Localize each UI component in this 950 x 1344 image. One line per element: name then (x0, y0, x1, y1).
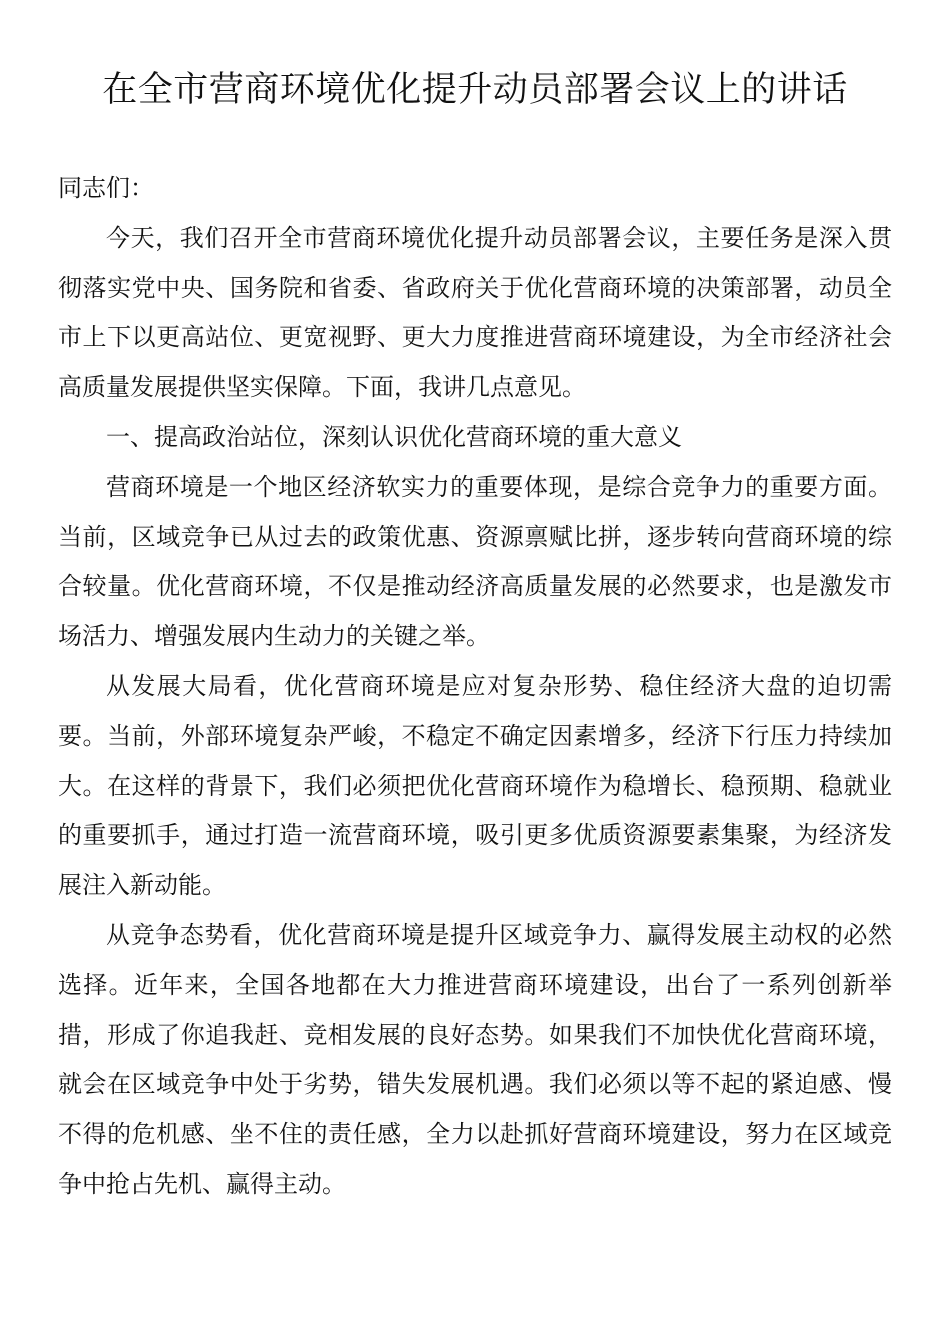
paragraph-development-overview: 从发展大局看，优化营商环境是应对复杂形势、稳住经济大盘的迫切需要。当前，外部环境复杂严峻，不稳定不确定因素增多，经济下行压力持续加大。在这样的背景下，我们必须把优化营商环境作为稳增长、稳预期、稳就业的重要抓手，通过打造一流营商环境，吸引更多优质资源要素集聚，为经济发展注入新动能。 (58, 671, 892, 900)
paragraph-intro: 今天，我们召开全市营商环境优化提升动员部署会议，主要任务是深入贯彻落实党中央、国务院和省委、省政府关于优化营商环境的决策部署，动员全市上下以更高站位、更宽视野、更大力度推进营商环境建设，为全市经济社会高质量发展提供坚实保障。下面，我讲几点意见。 (58, 223, 892, 402)
section-heading-1: 一、提高政治站位，深刻认识优化营商环境的重大意义 (106, 422, 682, 451)
document-title: 在全市营商环境优化提升动员部署会议上的讲话 (102, 70, 848, 110)
greeting: 同志们： (58, 174, 154, 202)
paragraph-competition-situation: 从竞争态势看，优化营商环境是提升区域竞争力、赢得发展主动权的必然选择。近年来，全国各地都在大力推进营商环境建设，出台了一系列创新举措，形成了你追我赶、竞相发展的良好态势。如果我们不加快优化营商环境，就会在区域竞争中处于劣势，错失发展机遇。我们必须以等不起的紧迫感、慢不得的危机感、坐不住的责任感，全力以赴抓好营商环境建设，努力在区域竞争中抢占先机、赢得主动。 (58, 920, 892, 1198)
paragraph-significance: 营商环境是一个地区经济软实力的重要体现，是综合竞争力的重要方面。当前，区域竞争已从过去的政策优惠、资源禀赋比拼，逐步转向营商环境的综合较量。优化营商环境，不仅是推动经济高质量发展的必然要求，也是激发市场活力、增强发展内生动力的关键之举。 (58, 472, 892, 651)
document-body (58, 164, 892, 1210)
